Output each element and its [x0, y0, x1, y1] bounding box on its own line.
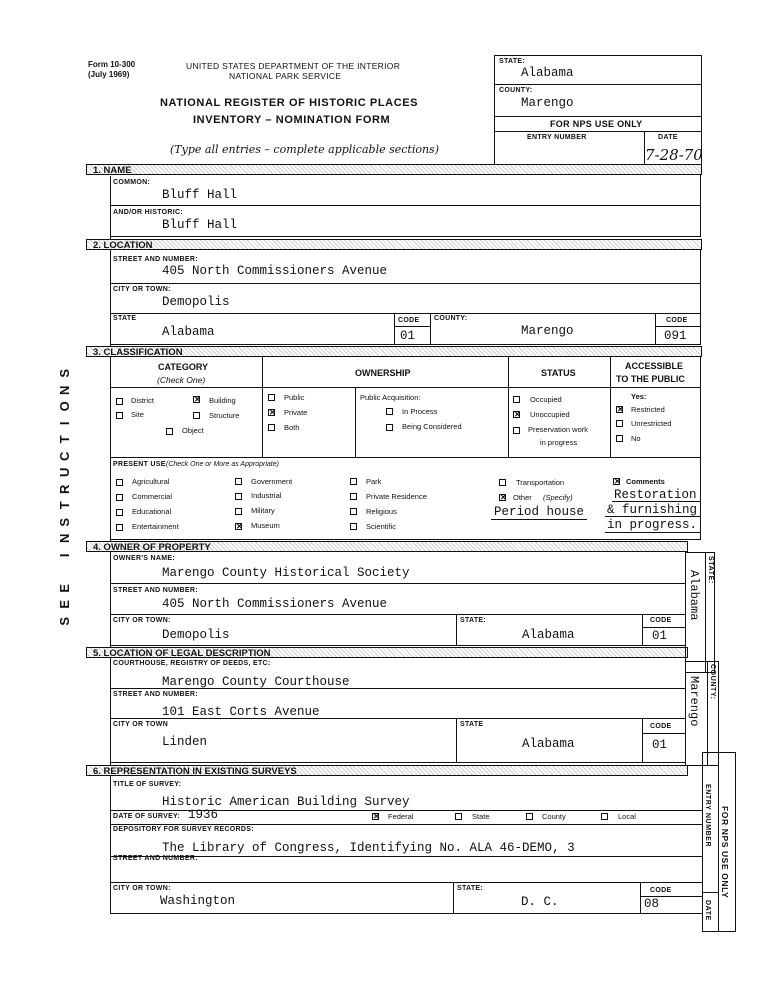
occupied-label: Occupied	[530, 395, 562, 404]
category-check-one: (Check One)	[157, 375, 206, 385]
scientific-label: Scientific	[366, 522, 397, 531]
local-survey-label: Local	[618, 812, 636, 821]
in-process-checkbox[interactable]	[386, 408, 393, 415]
entertainment-label: Entertainment	[132, 522, 179, 531]
survey-city-value: Washington	[160, 894, 236, 908]
strip-entry-number-label: ENTRY NUMBER	[704, 784, 711, 848]
accessible-header: ACCESSIBLE	[625, 361, 684, 371]
federal-checkbox[interactable]: ✕	[373, 812, 380, 821]
survey-city-label: CITY OR TOWN:	[113, 885, 171, 892]
public-acquisition-label: Public Acquisition:	[360, 393, 421, 402]
department-name: UNITED STATES DEPARTMENT OF THE INTERIOR	[186, 61, 401, 71]
form-title: NATIONAL REGISTER OF HISTORIC PLACES	[160, 97, 419, 109]
survey-title-label: TITLE OF SURVEY:	[113, 781, 182, 788]
private-residence-label: Private Residence	[366, 492, 427, 501]
restricted-label: Restricted	[631, 405, 665, 414]
comments-line-1: Restoration	[614, 488, 697, 502]
owner-street-value: 405 North Commissioners Avenue	[162, 597, 388, 611]
category-header: CATEGORY	[158, 362, 209, 372]
other-label: Other	[513, 493, 532, 502]
religious-checkbox[interactable]	[350, 508, 357, 515]
private-residence-checkbox[interactable]	[350, 493, 357, 500]
public-checkbox[interactable]	[268, 394, 275, 401]
depository-value: The Library of Congress, Identifying No. ALA 46-DEMO, 3	[162, 841, 575, 855]
public-label: Public	[284, 393, 305, 402]
accessible-header-2: TO THE PUBLIC	[616, 374, 685, 384]
site-checkbox[interactable]	[116, 412, 123, 419]
private-label: Private	[284, 408, 308, 417]
courthouse-value: Marengo County Courthouse	[162, 675, 350, 689]
owner-street-label: STREET AND NUMBER:	[113, 587, 198, 594]
comments-label: Comments	[626, 477, 665, 486]
both-label: Both	[284, 423, 300, 432]
survey-state-value: D. C.	[521, 895, 559, 909]
religious-label: Religious	[366, 507, 397, 516]
form-number: Form 10-300	[88, 60, 136, 69]
section-6-heading: 6. REPRESENTATION IN EXISTING SURVEYS	[86, 765, 688, 776]
government-checkbox[interactable]	[235, 478, 242, 485]
entry-date-handwritten: 7-28-70	[645, 146, 703, 164]
status-header: STATUS	[541, 368, 576, 378]
owner-code-value: 01	[652, 629, 668, 643]
section-4-heading: 4. OWNER OF PROPERTY	[86, 541, 688, 552]
scientific-checkbox[interactable]	[350, 523, 357, 530]
location-street-value: 405 North Commissioners Avenue	[162, 264, 388, 278]
legal-code-value: 01	[652, 738, 668, 752]
depository-label: DEPOSITORY FOR SURVEY RECORDS:	[113, 826, 254, 833]
ownership-header: OWNERSHIP	[355, 368, 411, 378]
present-use-label: PRESENT USE	[113, 461, 166, 468]
structure-checkbox[interactable]	[193, 412, 200, 419]
no-label: No	[631, 434, 641, 443]
district-label: District	[131, 396, 154, 405]
state-survey-checkbox[interactable]	[455, 813, 462, 820]
section-3-heading: 3. CLASSIFICATION	[86, 346, 702, 357]
legal-city-label: CITY OR TOWN	[113, 721, 169, 728]
local-survey-checkbox[interactable]	[601, 813, 608, 820]
other-checkbox[interactable]: ✕	[500, 493, 507, 502]
unoccupied-label: Unoccupied	[530, 410, 570, 419]
location-county-code: 091	[664, 329, 687, 343]
preservation-label: Preservation work	[528, 425, 589, 434]
location-street-label: STREET AND NUMBER:	[113, 256, 198, 263]
owner-city-value: Demopolis	[162, 628, 230, 642]
unrestricted-label: Unrestricted	[631, 419, 672, 428]
survey-date-label: DATE OF SURVEY:	[113, 813, 181, 820]
preservation-label-2: in progress	[540, 438, 578, 447]
legal-state-label: STATE	[460, 721, 484, 728]
preservation-checkbox[interactable]	[513, 427, 520, 434]
museum-checkbox[interactable]: ✕	[236, 522, 243, 531]
both-checkbox[interactable]	[268, 424, 275, 431]
military-checkbox[interactable]	[235, 508, 242, 515]
strip-state-value: Alabama	[687, 570, 701, 621]
location-city-label: CITY OR TOWN:	[113, 286, 171, 293]
being-considered-label: Being Considered	[402, 422, 462, 431]
agricultural-checkbox[interactable]	[116, 479, 123, 486]
courthouse-label: COURTHOUSE, REGISTRY OF DEEDS, ETC:	[113, 660, 271, 667]
entertainment-checkbox[interactable]	[116, 524, 123, 531]
commercial-label: Commercial	[132, 492, 173, 501]
commercial-checkbox[interactable]	[116, 494, 123, 501]
top-state-value: Alabama	[521, 66, 574, 80]
historic-name-value: Bluff Hall	[162, 218, 238, 232]
industrial-label: Industrial	[251, 491, 282, 500]
strip-nps-label: FOR NPS USE ONLY	[720, 806, 730, 899]
strip-date-label: DATE	[704, 900, 711, 921]
strip-county-label: COUNTY:	[709, 664, 716, 700]
location-county-value: Marengo	[521, 324, 574, 338]
survey-code-label: CODE	[650, 887, 672, 894]
owner-name-label: OWNER'S NAME:	[113, 555, 175, 562]
educational-checkbox[interactable]	[116, 509, 123, 516]
structure-label: Structure	[209, 411, 240, 420]
owner-name-value: Marengo County Historical Society	[162, 566, 410, 580]
private-checkbox[interactable]: ✕	[269, 408, 276, 417]
instructions-note: (Type all entries – complete applicable sections)	[170, 143, 439, 156]
transportation-checkbox[interactable]	[499, 479, 506, 486]
common-name-value: Bluff Hall	[162, 188, 238, 202]
state-survey-label: State	[472, 812, 490, 821]
survey-code-value: 08	[644, 897, 660, 911]
unoccupied-checkbox[interactable]: ✕	[514, 410, 521, 419]
site-label: Site	[131, 410, 144, 419]
section-1-heading: 1. NAME	[86, 164, 702, 175]
district-checkbox[interactable]	[116, 398, 123, 405]
legal-code-label: CODE	[650, 723, 672, 730]
object-label: Object	[182, 426, 204, 435]
location-city-value: Demopolis	[162, 295, 230, 309]
form-date: (July 1969)	[88, 70, 130, 79]
government-label: Government	[251, 477, 293, 486]
owner-state-value: Alabama	[522, 628, 575, 642]
section-5-heading: 5. LOCATION OF LEGAL DESCRIPTION	[86, 647, 688, 658]
strip-state-label: STATE:	[707, 556, 714, 584]
being-considered-checkbox[interactable]	[386, 424, 393, 431]
top-county-label: COUNTY:	[499, 87, 533, 94]
survey-title-value: Historic American Building Survey	[162, 795, 410, 809]
survey-date-value: 1936	[188, 808, 219, 822]
military-label: Military	[251, 506, 275, 515]
owner-code-label: CODE	[650, 617, 672, 624]
building-checkbox[interactable]: ✕	[194, 395, 201, 404]
section-2-heading: 2. LOCATION	[86, 239, 702, 250]
strip-county-value: Marengo	[687, 676, 701, 727]
building-label: Building	[209, 396, 236, 405]
no-checkbox[interactable]	[616, 435, 623, 442]
legal-street-label: STREET AND NUMBER:	[113, 691, 198, 698]
in-process-label: In Process	[402, 407, 438, 416]
federal-label: Federal	[388, 812, 414, 821]
specify-label: (Specify)	[543, 493, 573, 502]
legal-state-value: Alabama	[522, 737, 575, 751]
location-state-code: 01	[400, 329, 416, 343]
legal-city-value: Linden	[162, 735, 208, 749]
owner-state-label: STATE:	[460, 617, 487, 624]
access-yes-label: Yes:	[631, 392, 647, 401]
location-state-value: Alabama	[162, 325, 215, 339]
common-name-label: COMMON:	[113, 179, 151, 186]
unrestricted-checkbox[interactable]	[616, 420, 623, 427]
survey-state-label: STATE:	[457, 885, 484, 892]
county-survey-checkbox[interactable]	[526, 813, 533, 820]
nps-use-only-label: FOR NPS USE ONLY	[550, 119, 643, 129]
educational-label: Educational	[132, 507, 172, 516]
occupied-checkbox[interactable]	[513, 396, 520, 403]
top-county-value: Marengo	[521, 96, 574, 110]
see-instructions-vertical: S N O I T C U R T S N I E E S	[56, 368, 72, 626]
location-county-code-label: CODE	[666, 317, 688, 324]
legal-street-value: 101 East Corts Avenue	[162, 705, 320, 719]
date-label: DATE	[658, 134, 678, 141]
restricted-checkbox[interactable]: ✕	[617, 405, 624, 414]
present-use-note: (Check One or More as Appropriate)	[166, 461, 279, 468]
industrial-checkbox[interactable]	[235, 493, 242, 500]
top-state-label: STATE:	[499, 58, 526, 65]
museum-label: Museum	[251, 521, 280, 530]
comments-line-3: in progress.	[607, 518, 698, 532]
historic-name-label: AND/OR HISTORIC:	[113, 209, 184, 216]
location-state-code-label: CODE	[398, 317, 420, 324]
object-checkbox[interactable]	[166, 428, 173, 435]
survey-street-label: STREET AND NUMBER:	[113, 855, 198, 862]
comments-line-2: & furnishing	[607, 503, 698, 517]
agricultural-label: Agricultural	[132, 477, 170, 486]
county-survey-label: County	[542, 812, 566, 821]
location-state-label: STATE	[113, 315, 137, 322]
owner-city-label: CITY OR TOWN:	[113, 617, 171, 624]
form-subtitle: INVENTORY – NOMINATION FORM	[193, 114, 391, 126]
entry-number-label: ENTRY NUMBER	[527, 134, 587, 141]
transportation-label: Transportation	[516, 478, 565, 487]
park-label: Park	[366, 477, 382, 486]
park-checkbox[interactable]	[350, 478, 357, 485]
comments-checkbox[interactable]: ✕	[614, 477, 621, 486]
service-name: NATIONAL PARK SERVICE	[229, 71, 342, 81]
other-use-value: Period house	[491, 505, 587, 520]
location-county-label: COUNTY:	[434, 315, 468, 322]
